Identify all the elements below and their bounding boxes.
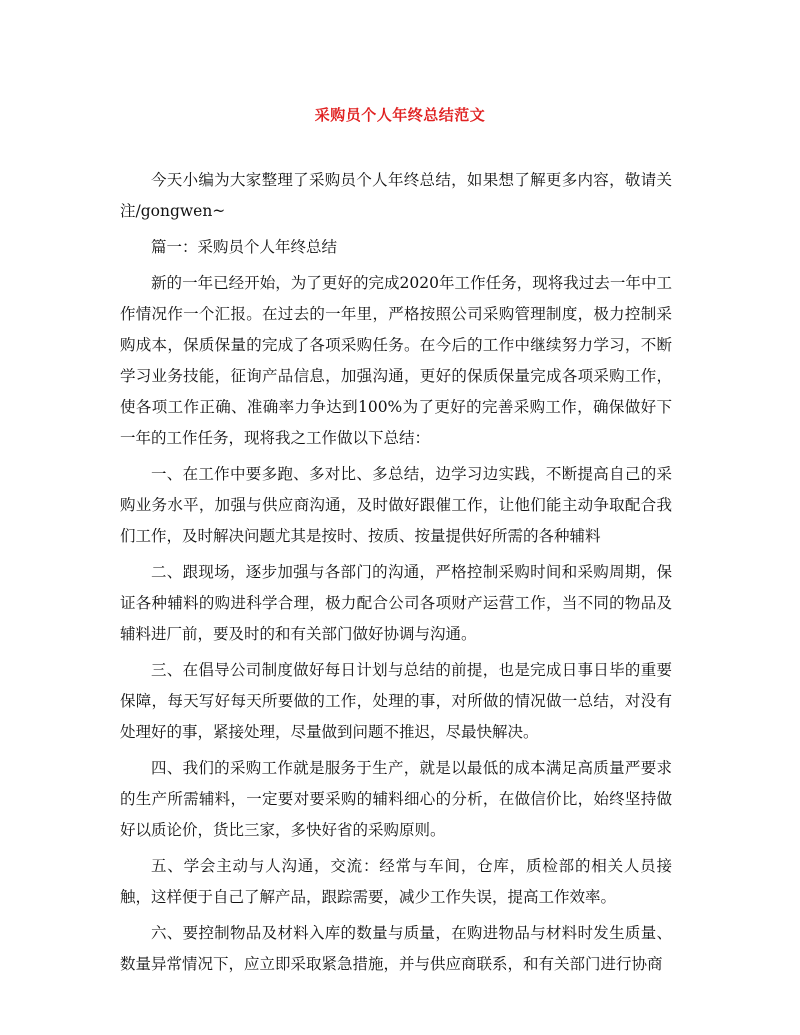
document-body [120, 165, 672, 985]
body-paragraph: 六、要控制物品及材料入库的数量与质量，在购进物品与材料时发生质量、数量异常情况下，应立即采取紧急措施，并与供应商联系，和有关部门进行协商 [120, 924, 672, 973]
body-paragraph: 五、学会主动与人沟通，交流：经常与车间，仓库，质检部的相关人员接触，这样便于自己了解产品，跟踪需要，减少工作失误，提高工作效率。 [120, 857, 672, 906]
body-paragraph: 一、在工作中要多跑、多对比、多总结，边学习边实践，不断提高自己的采购业务水平，加强与供应商沟通，及时做好跟催工作，让他们能主动争取配合我们工作，及时解决问题尤其是按时、按质、按量提供好所需的各种辅料 [120, 465, 672, 545]
intro-paragraph: 今天小编为大家整理了采购员个人年终总结，如果想了解更多内容，敬请关注/gongwen~ [120, 171, 672, 220]
body-paragraph: 四、我们的采购工作就是服务于生产，就是以最低的成本满足高质量严要求的生产所需辅料，一定要对要采购的辅料细心的分析，在做信价比，始终坚持做好以质论价，货比三家，多快好省的采购原则。 [120, 759, 672, 839]
body-paragraph: 三、在倡导公司制度做好每日计划与总结的前提，也是完成日事日毕的重要保障，每天写好每天所要做的工作，处理的事，对所做的情况做一总结，对没有处理好的事，紧接处理，尽量做到问题不推迟，尽最快解决。 [120, 661, 672, 741]
section-heading: 篇一：采购员个人年终总结 [151, 238, 338, 256]
body-paragraph: 新的一年已经开始，为了更好的完成2020年工作任务，现将我过去一年中工作情况作一个汇报。在过去的一年里，严格按照公司采购管理制度，极力控制采购成本，保质保量的完成了各项采购任务。在今后的工作中继续努力学习，不断学习业务技能，征询产品信息，加强沟通，更好的保质保量完成各项采购工作，使各项工作正确、准确率力争达到100%为了更好的完善采购工作，确保做好下一年的工作任务，现将我之工作做以下总结： [120, 274, 672, 447]
document-title: 采购员个人年终总结范文 [314, 106, 486, 124]
body-paragraph: 二、跟现场，逐步加强与各部门的沟通，严格控制采购时间和采购周期，保证各种辅料的购进科学合理，极力配合公司各项财产运营工作，当不同的物品及辅料进厂前，要及时的和有关部门做好协调与沟通。 [120, 563, 672, 643]
